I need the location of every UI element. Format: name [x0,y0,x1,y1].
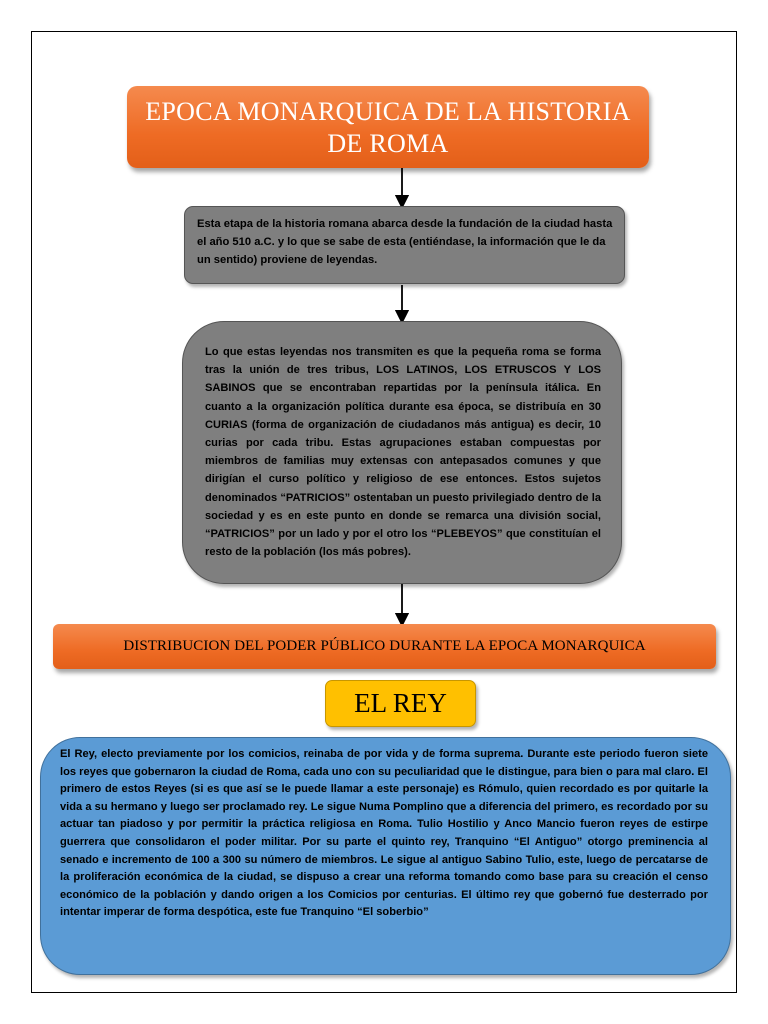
legends-box: Lo que estas leyendas nos transmiten es que la pequeña roma se forma tras la unión de tres tribus, LOS LATINOS, LOS ETRUSCOS Y LOS SABINOS que se encontraban repartidas por la península itálica. En cuanto a la organización política durante esa época, se distribuía en 30 CURIAS (forma de organización de ciudadanos más antigua) es decir, 10 curias por cada tribu. Estas agrupaciones estaban compuestas por miembros de familias muy extensas con antepasados comunes y que dirigían el curso político y religioso de ese entonces. Estos sujetos denominados “PATRICIOS” ostentaban un puesto privilegiado dentro de la sociedad y es en este punto en donde se remarca una división social, “PATRICIOS” por un lado y por el otro los “PLEBEYOS” que constituían el resto de la población (los más pobres). [182,321,622,584]
rey-detail-box: El Rey, electo previamente por los comicios, reinaba de por vida y de forma suprema. Durante este periodo fueron siete los reyes que gobernaron la ciudad de Roma, cada uno con su peculiaridad que le distingue, para bien o para mal claro. El primero de estos Reyes (si es que así se le puede llamar a este personaje) es Rómulo, quien recordado es por quitarle la vida a su hermano y luego ser proclamado rey. Le sigue Numa Pomplino que a diferencia del primero, es recordado por su actuar tan piadoso y por permitir la práctica religiosa en Roma. Tulio Hostilio y Anco Mancio fueron reyes de estirpe guerrera que consolidaron el poder militar. Por su parte el quinto rey, Tranquino “El Antiguo” otorgo preminencia al senado e incremento de 100 a 300 su número de miembros. Le sigue al antiguo Sabino Tulio, este, luego de percatarse de la proliferación económica de la ciudad, se dispuso a crear una reforma tomando como base para su creación el censo económico de la población y dando origen a los Comicios por centurias. El último rey que gobernó fue desterrado por intentar imperar de forma despótica, este fue Tranquino “El soberbio” [40,737,731,975]
title-box: EPOCA MONARQUICA DE LA HISTORIA DE ROMA [127,86,649,168]
el-rey-label: EL REY [325,680,476,727]
section-heading: DISTRIBUCION DEL PODER PÚBLICO DURANTE LA EPOCA MONARQUICA [53,624,716,669]
intro-box: Esta etapa de la historia romana abarca desde la fundación de la ciudad hasta el año 510 a.C. y lo que se sabe de esta (entiéndase, la información que le da un sentido) proviene de leyendas. [184,206,625,284]
